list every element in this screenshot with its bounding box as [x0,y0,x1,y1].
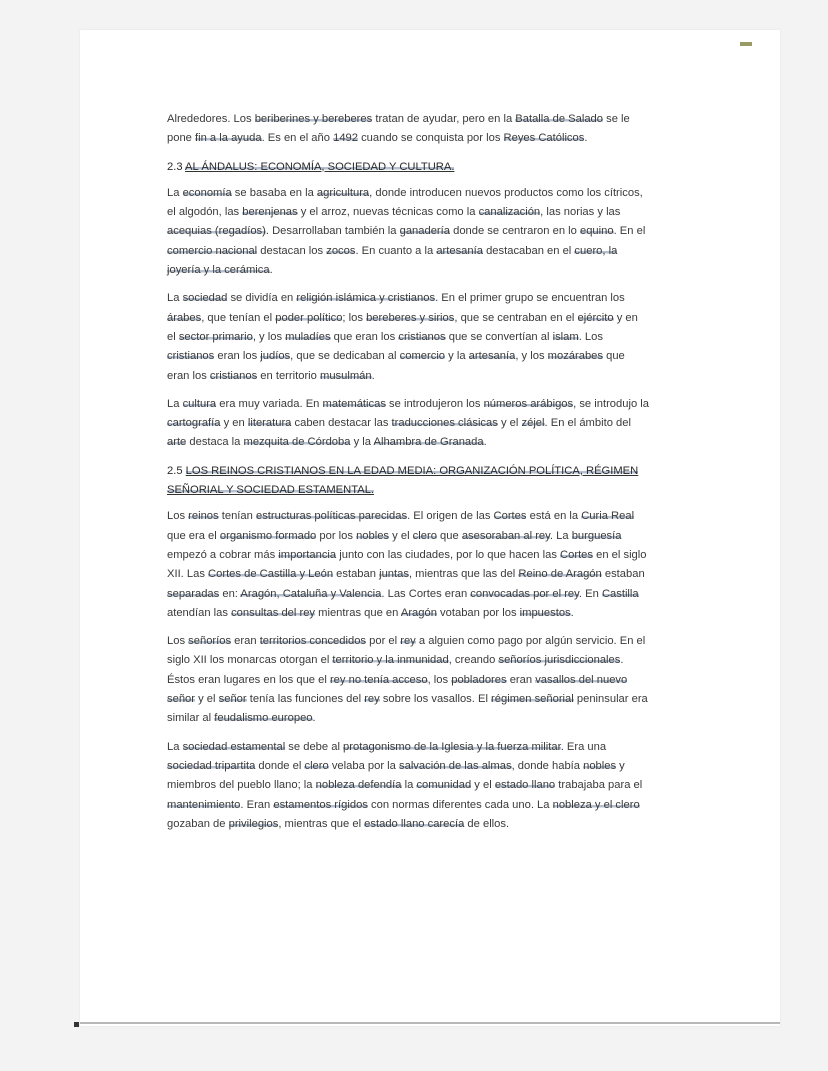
highlighted-text: Cortes de Castilla y León [208,568,334,581]
highlighted-text: rey no tenía acceso [329,673,428,686]
text-run: Los [167,635,189,648]
highlighted-text: nobleza y el clero [552,798,640,811]
highlighted-text: salvación de las almas [399,759,512,772]
text-run: , que tenían el [201,311,276,324]
page-bottom-edge [80,1022,780,1024]
text-run: se le pone [167,113,630,145]
text-run: . Era una [560,740,607,753]
text-run: Alrededores. Los [167,113,255,125]
text-run: y miembros del pueblo llano; la [167,759,625,792]
highlighted-text: zocos [326,244,356,257]
highlighted-text: artesanía [436,244,483,257]
paragraph [167,184,649,280]
text-run: , las norias y las [540,206,621,219]
text-run: sobre los vasallos. El [379,693,492,706]
text-run: trabajaba para el [555,779,643,792]
highlighted-text: literatura [247,417,292,430]
highlighted-text: ejército [577,311,614,324]
text-run: . Desarrollaban también la [265,225,400,238]
text-run: ; los [342,311,367,324]
paragraph [167,110,649,149]
highlighted-text: Reino de Aragón [518,568,602,581]
highlighted-text: Castilla [601,587,639,600]
text-run: . [570,606,574,619]
highlighted-text: burguesía [571,529,622,542]
highlighted-text: mezquita de Córdoba [243,436,351,449]
text-run: mientras que en [315,606,401,619]
highlighted-text: ganadería [399,225,450,238]
paragraph [167,395,649,453]
text-run: . El origen de las [407,510,494,523]
highlighted-text: cartografía [167,417,221,430]
highlighted-text: régimen señorial [491,693,574,706]
highlighted-text: bereberes y sirios [366,311,455,324]
text-run: . Las Cortes eran [381,587,471,600]
text-run: La [167,397,183,410]
text-run: destaca la [186,436,244,449]
highlighted-text: mantenimiento [167,798,241,811]
highlighted-text: estructuras políticas parecidas [255,510,408,523]
text-run: , y los [252,330,286,343]
highlighted-text: Aragón, Cataluña y Valencia [240,587,382,600]
text-run: por los [316,529,357,542]
text-run: . La [549,529,572,542]
text-run: . Los [578,330,603,343]
highlighted-text: comercio [399,350,446,363]
text-run: que era el [167,529,220,542]
paragraph [167,738,649,834]
highlighted-text: sociedad [182,292,228,305]
text-run: . En el [613,225,646,238]
text-run: , los [427,673,452,686]
text-run: , que se dedicaban al [290,350,400,363]
text-run: eran los [214,350,261,363]
text-run: La [167,740,183,753]
text-run: . [584,132,588,145]
text-run: La [167,186,183,199]
highlighted-text: zéjel [521,417,545,430]
text-run: gozaban de [167,817,229,830]
text-run: y la [445,350,469,363]
highlighted-text: estado llano [494,779,556,792]
highlighted-text: cuero, la joyería y la cerámica [167,244,618,277]
highlighted-text: territorios concedidos [259,635,367,648]
highlighted-text: muladíes [285,330,331,343]
corner-dot [74,1022,79,1027]
text-run: y en [220,417,248,430]
highlighted-text: Curia Real [581,510,635,523]
highlighted-text: mozárabes [547,350,603,363]
highlighted-text: acequias (regadíos) [167,225,266,238]
text-run: se introdujeron los [385,397,484,410]
highlighted-text: islam [552,330,579,343]
highlighted-text: protagonismo de la Iglesia y la fuerza militar [343,740,561,753]
text-run: atendían las [167,606,232,619]
highlighted-text: rey [364,693,380,706]
text-run: , se introdujo la [573,397,649,410]
highlighted-text: pobladores [451,673,507,686]
text-run: junto con las ciudades, por lo que hacen las [336,548,561,561]
highlighted-text: impuestos [519,606,571,619]
text-run: velaba por la [328,759,399,772]
highlighted-text: religión islámica y cristianos [296,292,436,305]
highlighted-text: 1492 [333,132,358,145]
text-run: se basaba en la [231,186,317,199]
text-run: y el [497,417,522,430]
text-run: tratan de ayudar, pero en la [372,113,516,125]
text-run: . En el primer grupo se encuentran los [435,292,625,305]
text-run: . [269,264,273,277]
text-run: , donde introducen nuevos productos como los cítricos, el algodón, las [167,186,643,219]
highlighted-text: juntas [379,568,409,581]
highlighted-text: Reyes Católicos [503,132,585,145]
text-run: , mientras que el [278,817,365,830]
text-run: caben destacar las [291,417,392,430]
text-run: en: [219,587,241,600]
text-run: , que se centraban en el [454,311,578,324]
paragraph [167,632,649,728]
text-run: y el [195,693,219,706]
text-run: votaban por los [436,606,520,619]
text-run: 2.3 [167,160,186,173]
highlighted-text: asesoraban al rey [461,529,550,542]
text-run: . [483,436,487,449]
paragraph [167,507,649,623]
highlighted-text: números arábigos [483,397,574,410]
highlighted-text: poder político [275,311,343,324]
document-body [167,110,649,843]
text-run: estaban [601,568,645,581]
text-run: . Es en el año [261,132,334,145]
highlighted-text: cristianos [398,330,446,343]
text-run: a alguien como pago por algún servicio. En el siglo XII los monarcas otorgan el [167,635,646,667]
text-run: destacan los [257,244,327,257]
text-run: . En [578,587,602,600]
text-run: en el siglo XII. Las [167,548,647,581]
text-run: . [312,712,316,725]
text-run: que [436,529,462,542]
highlighted-text: sector primario [178,330,253,343]
highlighted-text: judíos [260,350,291,363]
text-run: era muy variada. En [216,397,323,410]
highlighted-text: cristianos [209,369,258,382]
highlighted-text: clero [304,759,329,772]
highlighted-text: territorio y la inmunidad [332,654,449,667]
highlighted-text: musulmán [320,369,372,382]
text-run: 2.5 [167,464,186,477]
highlighted-text: beriberines y bereberes [254,113,373,125]
text-run: se debe al [285,740,344,753]
paragraph [167,289,649,385]
highlighted-text: árabes [167,311,202,324]
section-heading [167,462,649,501]
highlighted-text: importancia [278,548,337,561]
highlighted-text: berenjenas [242,206,298,219]
text-run: estaban [333,568,380,581]
highlighted-text: arte [167,436,187,449]
text-run: . Eran [240,798,274,811]
text-run: destacaban en el [482,244,575,257]
text-run: de ellos. [464,817,510,830]
highlighted-text: cultura [182,397,217,410]
highlighted-text: organismo formado [219,529,317,542]
corner-mark [740,42,752,46]
highlighted-text: nobles [583,759,617,772]
text-run: y el arroz, nuevas técnicas como la [297,206,479,219]
highlighted-text: canalización [478,206,541,219]
text-run: . [371,369,375,382]
highlighted-text: rey [400,635,416,648]
text-run: tenían [218,510,256,523]
highlighted-text: comercio nacional [167,244,258,257]
highlighted-text: Alhambra de Granada [373,436,484,449]
text-run: en territorio [257,369,320,382]
text-run: La [167,292,183,305]
highlighted-text: sociedad estamental [182,740,286,753]
text-run: la [401,779,417,792]
text-run: que eran los [330,330,399,343]
text-run: eran [506,673,536,686]
highlighted-text: economía [182,186,232,199]
highlighted-text: agricultura [316,186,370,199]
text-run: donde el [255,759,305,772]
text-run: empezó a cobrar más [167,548,279,561]
highlighted-text: señor [218,693,247,706]
highlighted-text: señoríos [188,635,232,648]
text-run: está en la [526,510,582,523]
highlighted-text: equino [579,225,614,238]
highlighted-text: Cortes [493,510,527,523]
highlighted-text: artesanía [468,350,516,363]
text-run: y el [389,529,413,542]
text-run: , creando [448,654,499,667]
highlighted-text: vasallos del nuevo señor [167,673,628,706]
text-run: que eran los [167,350,625,382]
highlighted-text: Aragón [400,606,437,619]
highlighted-text: cristianos [167,350,215,363]
highlighted-text: nobleza defendía [315,779,402,792]
highlighted-text: consultas del rey [231,606,316,619]
text-run: se dividía en [227,292,297,305]
text-run: tenía las funciones del [246,693,365,706]
text-run: eran [231,635,260,648]
highlighted-text: feudalismo europeo [214,712,313,725]
text-run: y en el [167,311,638,343]
highlighted-text: Batalla de Salado [515,113,603,125]
highlighted-text: convocadas por el rey [470,587,579,600]
text-run: cuando se conquista por los [357,132,504,145]
text-run: y la [350,436,374,449]
highlighted-text: privilegios [228,817,279,830]
section-heading [167,158,649,177]
highlighted-text: fin a la ayuda [195,132,262,145]
text-run: , mientras que las del [408,568,519,581]
text-run: . En cuanto a la [355,244,437,257]
text-run: y el [471,779,495,792]
highlighted-text: estamentos rígidos [273,798,368,811]
highlighted-text: matemáticas [322,397,386,410]
text-run: peninsular era similar al [167,693,648,725]
text-run: que se convertían al [445,330,553,343]
text-run: donde se centraron en lo [449,225,580,238]
highlighted-text: comunidad [416,779,472,792]
highlighted-text: señoríos jurisdiccionales [498,654,621,667]
text-run: . En el ámbito del [544,417,631,430]
highlighted-text: separadas [167,587,220,600]
text-run: Los [167,510,189,523]
text-run: con normas diferentes cada uno. La [367,798,553,811]
highlighted-text: AL ÁNDALUS: ECONOMÍA, SOCIEDAD Y CULTURA. [185,160,455,173]
text-run: por el [366,635,401,648]
highlighted-text: LOS REINOS CRISTIANOS EN LA EDAD MEDIA: ORGANIZACIÓN POLÍTICA, RÉGIMEN SEÑORIAL Y SOCIEDAD ESTAMENTAL. [167,464,639,497]
highlighted-text: estado llano carecía [364,817,465,830]
text-run: , y los [515,350,548,363]
text-run: . Éstos eran lugares en los que el [167,654,624,686]
highlighted-text: clero [412,529,437,542]
highlighted-text: Cortes [560,548,593,561]
highlighted-text: nobles [356,529,390,542]
highlighted-text: sociedad tripartita [167,759,256,772]
highlighted-text: traducciones clásicas [391,417,498,430]
highlighted-text: reinos [188,510,219,523]
text-run: , donde había [511,759,584,772]
